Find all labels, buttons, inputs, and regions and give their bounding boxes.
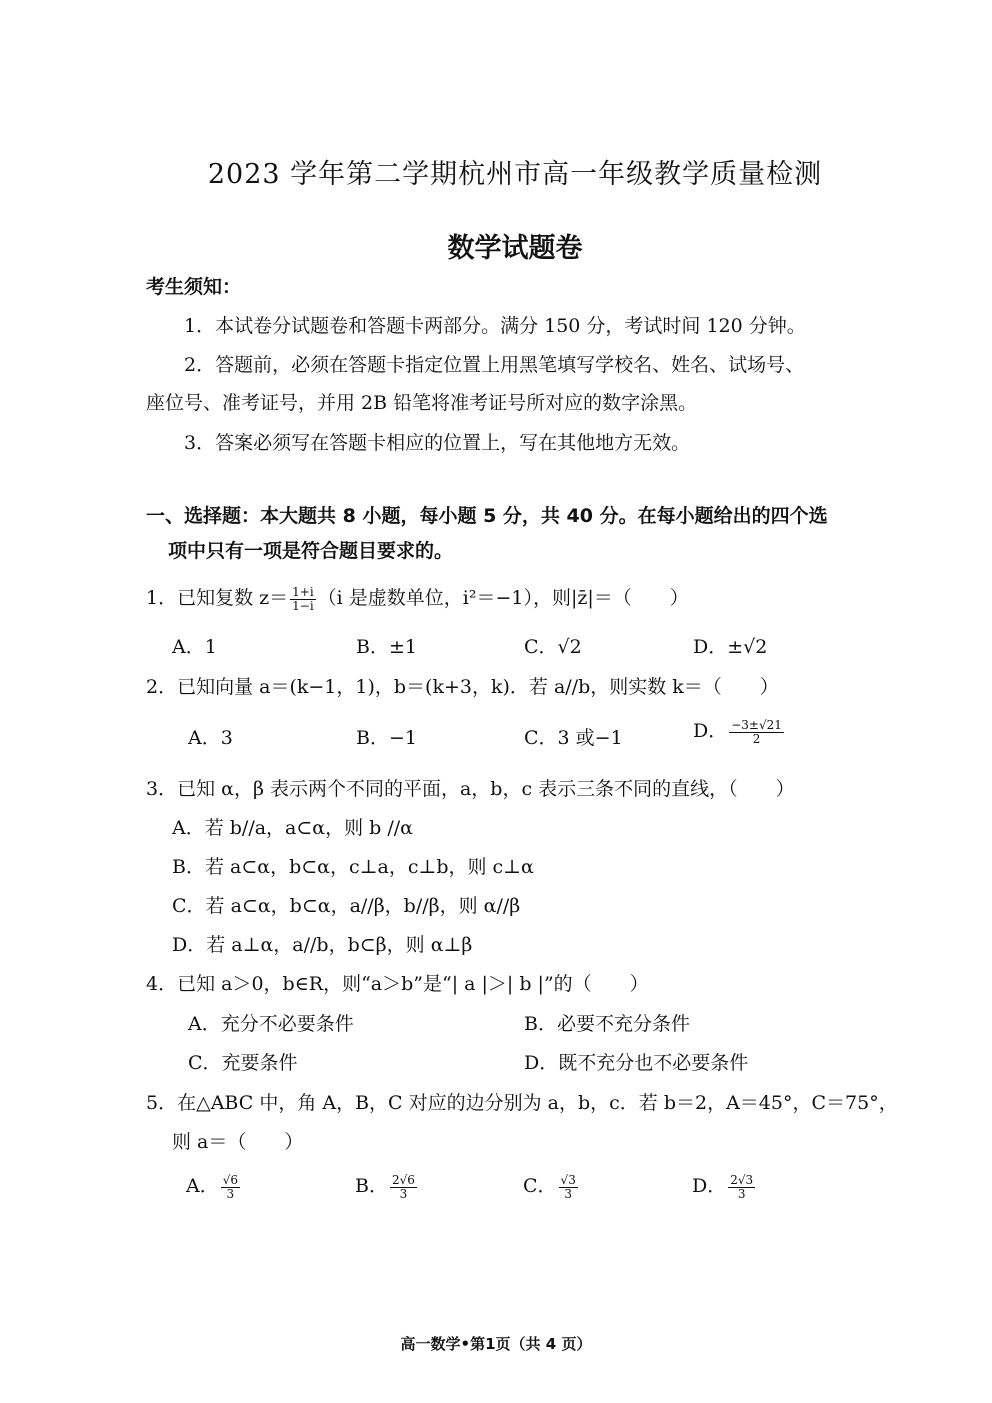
- question-5-option-c-fraction: [559, 1174, 578, 1201]
- question-2-option-d-label: D．: [693, 720, 728, 742]
- notice-item-2b: 座位号、准考证号，并用 2B 铅笔将准考证号所对应的数字涂黑。: [146, 392, 698, 414]
- question-1-prefix: 1．已知复数 z＝: [146, 587, 289, 609]
- section-1-heading-line2: 项中只有一项是符合题目要求的。: [168, 540, 454, 562]
- question-1-fraction-numerator: 1+i: [292, 584, 314, 599]
- question-2-option-d: [693, 716, 786, 746]
- question-3-option-b: B．若 a⊂α，b⊂α，c⊥a，c⊥b，则 c⊥α: [172, 856, 534, 878]
- question-1-option-c: C．√2: [524, 636, 582, 658]
- question-5-option-b-fraction: [390, 1174, 417, 1201]
- question-2-option-b: B．−1: [356, 727, 417, 749]
- question-4-option-a: A．充分不必要条件: [188, 1013, 354, 1035]
- question-1-option-d: D．±√2: [693, 636, 768, 658]
- notice-heading: 考生须知：: [146, 276, 242, 298]
- question-1-option-b: B．±1: [356, 636, 417, 658]
- question-5-option-a-denominator: 3: [226, 1186, 235, 1201]
- question-5-stem-line2: 则 a＝（ ）: [172, 1131, 304, 1153]
- notice-item-1: 1．本试卷分试题卷和答题卡两部分。满分 150 分，考试时间 120 分钟。: [184, 315, 806, 337]
- question-5-option-d-denominator: 3: [737, 1186, 746, 1201]
- question-5-option-b: [355, 1171, 419, 1201]
- question-3-option-a: A．若 b//a，a⊂α，则 b //α: [172, 817, 414, 839]
- question-4-option-b: B．必要不充分条件: [524, 1013, 690, 1035]
- question-2-option-d-numerator: −3±√21: [731, 717, 782, 732]
- question-2-option-d-fraction: [729, 719, 784, 746]
- question-4-option-d: D．既不充分也不必要条件: [524, 1052, 749, 1074]
- question-5-option-c-denominator: 3: [564, 1186, 572, 1201]
- page-footer: 高一数学•第1页（共 4 页）: [400, 1335, 592, 1353]
- question-2-stem: 2．已知向量 a＝(k−1，1)，b＝(k+3，k)．若 a//b，则实数 k＝（ ）: [146, 676, 779, 698]
- question-5-option-a-numerator: √6: [222, 1172, 239, 1187]
- question-1-stem: [146, 583, 689, 613]
- question-1-fraction-denominator: 1−i: [292, 598, 314, 613]
- question-5-stem-line1: 5．在△ABC 中，角 A，B，C 对应的边分别为 a，b，c．若 b＝2，A＝45°，C＝75°，: [146, 1092, 898, 1114]
- question-1-suffix: （i 是虚数单位，i²＝−1），则|z̄|＝（ ）: [317, 587, 689, 609]
- notice-item-2a: 2．答题前，必须在答题卡指定位置上用黑笔填写学校名、姓名、试场号、: [184, 354, 805, 376]
- question-1-fraction: [290, 586, 316, 613]
- question-2-option-d-denominator: 2: [752, 731, 761, 746]
- question-5-option-d: [692, 1171, 757, 1201]
- question-2-option-c: C．3 或−1: [524, 727, 623, 749]
- question-2-option-a: A．3: [188, 727, 233, 749]
- question-5-option-b-label: B．: [355, 1175, 388, 1197]
- question-5-option-c-label: C．: [523, 1175, 557, 1197]
- question-5-option-b-denominator: 3: [399, 1186, 408, 1201]
- question-5-option-d-label: D．: [692, 1175, 727, 1197]
- question-3-stem: 3．已知 α，β 表示两个不同的平面，a，b，c 表示三条不同的直线，（ ）: [146, 778, 795, 800]
- question-5-option-c-numerator: √3: [560, 1172, 576, 1187]
- exam-subtitle: 数学试题卷: [447, 233, 583, 264]
- question-5-option-a-label: A．: [186, 1175, 219, 1197]
- exam-title: 2023 学年第二学期杭州市高一年级教学质量检测: [207, 159, 823, 190]
- question-4-option-c: C．充要条件: [188, 1052, 298, 1074]
- question-5-option-a-fraction: [221, 1174, 240, 1201]
- section-1-heading-line1: 一、选择题：本大题共 8 小题，每小题 5 分，共 40 分。在每小题给出的四个选: [146, 505, 828, 527]
- question-5-option-c: [523, 1171, 580, 1201]
- question-1-option-a: A．1: [172, 636, 217, 658]
- notice-item-3: 3．答案必须写在答题卡相应的位置上，写在其他地方无效。: [184, 432, 691, 454]
- question-5-option-d-fraction: [728, 1174, 755, 1201]
- question-4-stem: 4．已知 a＞0，b∈R，则“a＞b”是“| a |＞| b |”的（ ）: [146, 973, 649, 995]
- question-5-option-d-numerator: 2√3: [730, 1172, 754, 1187]
- question-5-option-b-numerator: 2√6: [391, 1172, 415, 1187]
- question-3-option-d: D．若 a⊥α，a//b，b⊂β，则 α⊥β: [172, 934, 473, 956]
- question-3-option-c: C．若 a⊂α，b⊂α，a//β，b//β，则 α//β: [172, 895, 521, 917]
- question-5-option-a: [186, 1171, 242, 1201]
